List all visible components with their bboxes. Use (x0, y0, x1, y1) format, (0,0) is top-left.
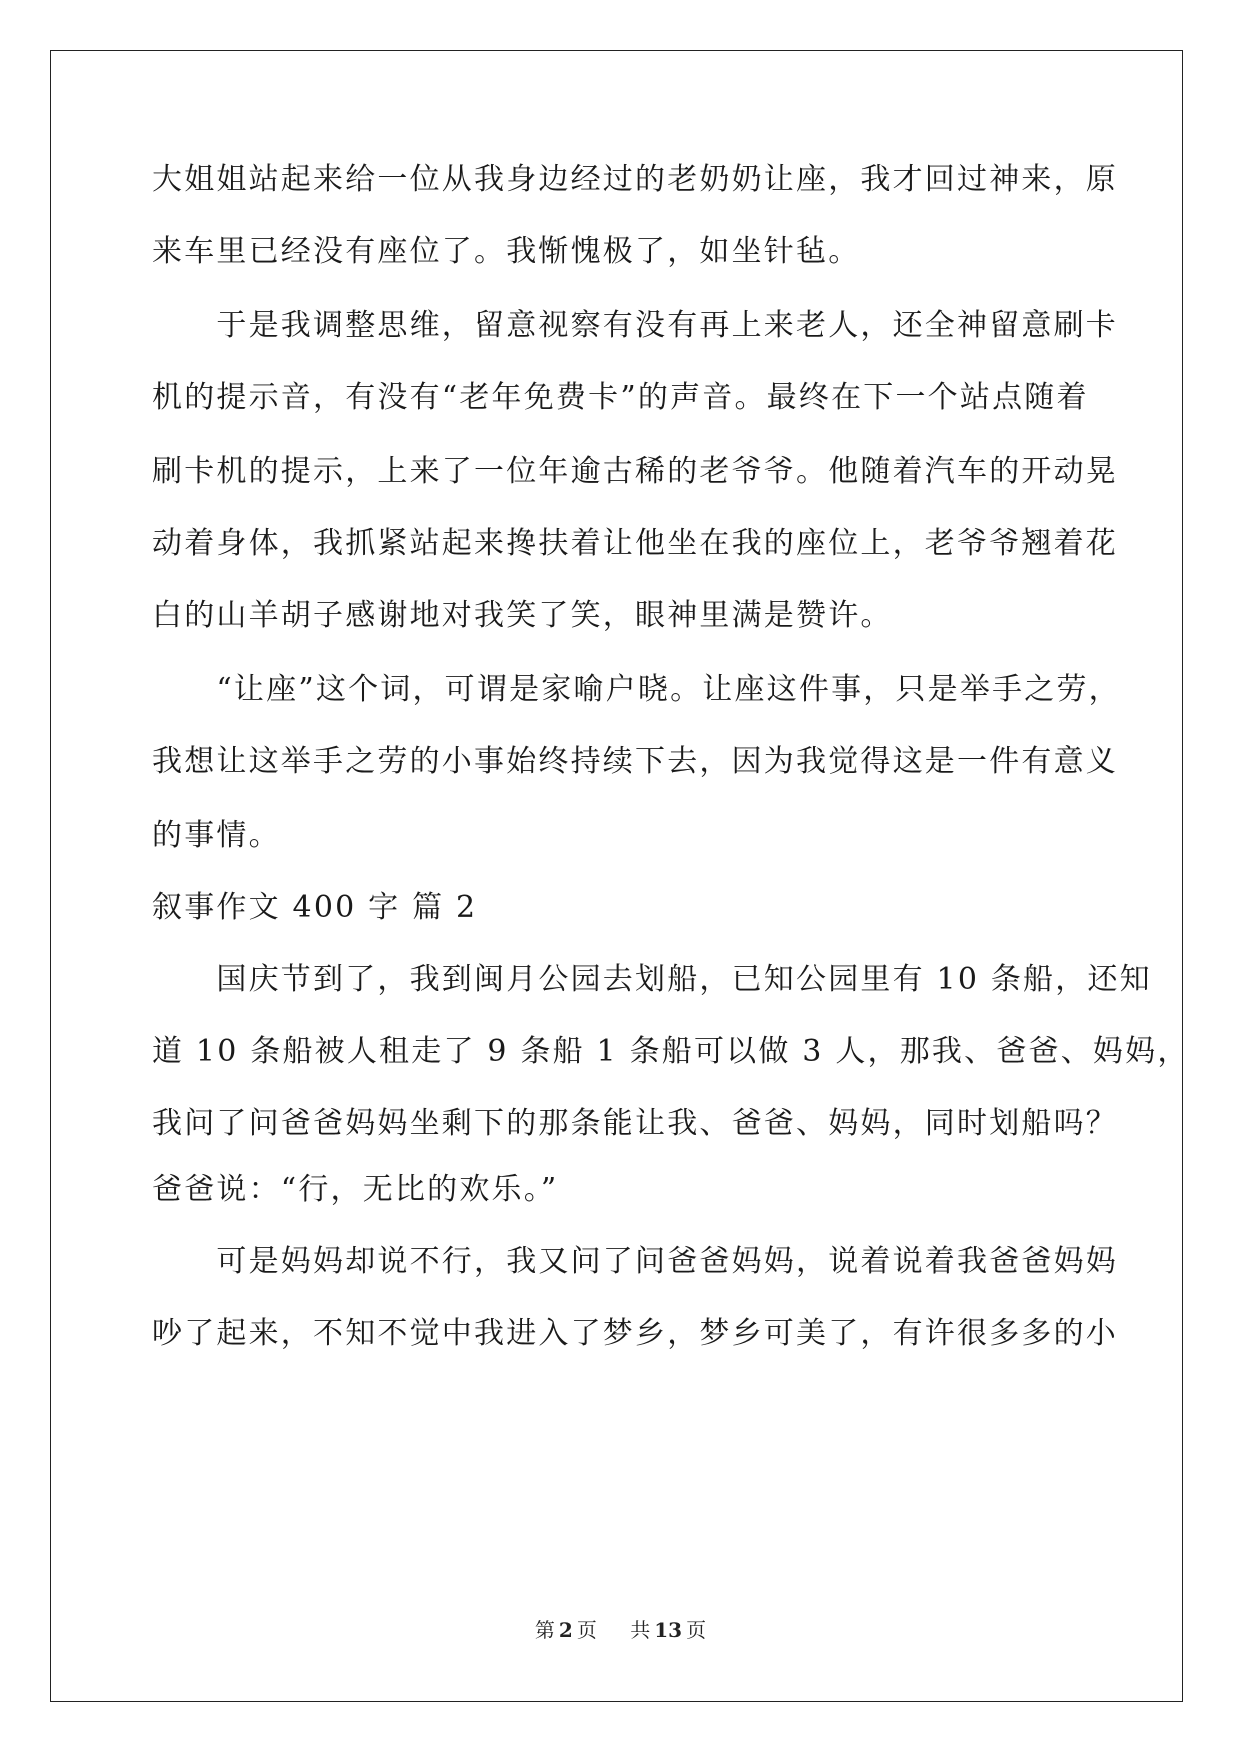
text-line: 吵了起来，不知不觉中我进入了梦乡，梦乡可美了，有许很多多的小 (152, 1316, 1118, 1351)
page-footer (0, 1618, 1241, 1642)
text-line: 我想让这举手之劳的小事始终持续下去，因为我觉得这是一件有意义 (152, 744, 1118, 779)
text-line: 大姐姐站起来给一位从我身边经过的老奶奶让座，我才回过神来，原 (152, 162, 1118, 197)
page-border (50, 50, 1183, 1702)
text-line: 于是我调整思维，留意视察有没有再上来老人，还全神留意刷卡 (152, 308, 1118, 343)
text-line: 的事情。 (152, 818, 281, 853)
text-line: 可是妈妈却说不行，我又问了问爸爸妈妈，说着说着我爸爸妈妈 (152, 1244, 1118, 1279)
text-line: 刷卡机的提示，上来了一位年逾古稀的老爷爷。他随着汽车的开动晃 (152, 454, 1118, 489)
text-line: 道 10 条船被人租走了 9 条船 1 条船可以做 3 人，那我、爸爸、妈妈， (152, 1034, 1190, 1069)
total-pages: 13 (654, 1618, 683, 1642)
text-line: 来车里已经没有座位了。我惭愧极了，如坐针毡。 (152, 234, 861, 269)
text-line: 国庆节到了，我到闽月公园去划船，已知公园里有 10 条船，还知 (152, 962, 1152, 997)
text-line: 机的提示音，有没有“老年免费卡”的声音。最终在下一个站点随着 (152, 380, 1089, 415)
text-line: 动着身体，我抓紧站起来搀扶着让他坐在我的座位上，老爷爷翘着花 (152, 526, 1118, 561)
page-number: 2 (558, 1618, 573, 1642)
section-heading: 叙事作文 400 字 篇 2 (152, 890, 478, 925)
text-line: 白的山羊胡子感谢地对我笑了笑，眼神里满是赞许。 (152, 598, 893, 633)
text-line: 我问了问爸爸妈妈坐剩下的那条能让我、爸爸、妈妈，同时划船吗？ (152, 1106, 1118, 1141)
text-line: “让座”这个词，可谓是家喻户晓。让座这件事，只是举手之劳， (152, 672, 1121, 707)
text-line: 爸爸说：“行，无比的欢乐。” (152, 1172, 559, 1207)
page-indicator: 第 2 页 (534, 1618, 597, 1642)
total-pages-indicator: 共 13 页 (630, 1618, 707, 1642)
